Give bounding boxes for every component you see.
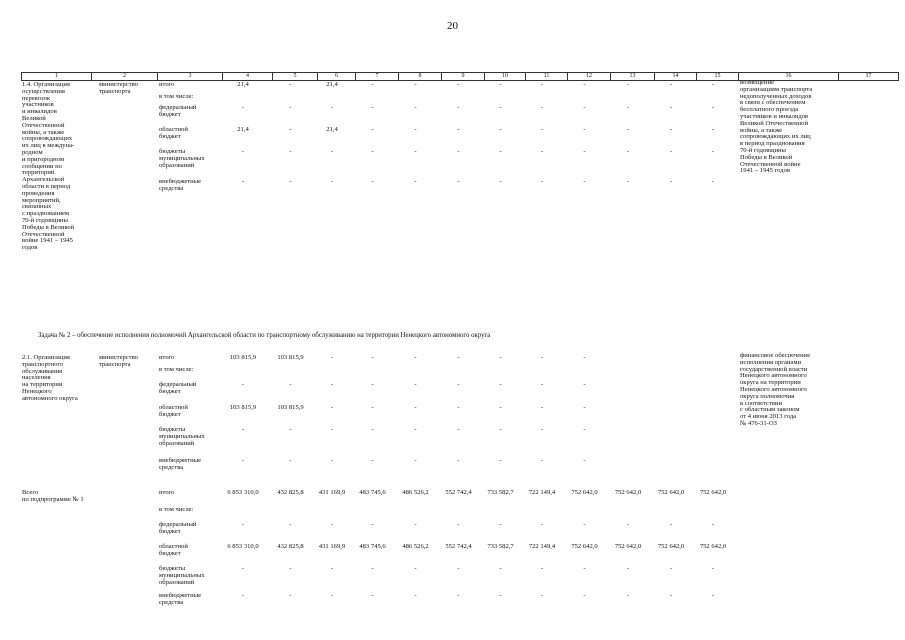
row14-source-regional: областной бюджет [159, 126, 188, 140]
row14-municipal-col-11: - [540, 148, 544, 155]
rowTotal-regional-col-4: 6 853 310,0 [227, 543, 259, 550]
row14-municipal-col-12: - [583, 148, 586, 155]
row21-regional-col-9: - [457, 404, 460, 411]
rowTotal-federal-col-15: - [711, 521, 715, 528]
row21-total-col-12: - [583, 354, 586, 361]
row21-regional-col-7: - [371, 404, 374, 411]
row21-municipal-col-8: - [414, 426, 417, 433]
row14-extra-col-14: - [669, 178, 673, 185]
rowTotal-regional-col-15: 752 642,0 [699, 543, 727, 550]
row14-regional-col-6: 21,4 [326, 126, 338, 133]
rowTotal-total-col-7: 483 745,6 [359, 489, 386, 496]
task-2-heading: Задача № 2 – обеспечение исполнения полномочий Архангельской области по транспортному обслуживанию на территории Ненецкого автономного округа [38, 332, 491, 339]
row21-federal-col-8: - [414, 381, 417, 388]
row14-regional-col-8: - [414, 126, 417, 133]
row14-regional-col-14: - [669, 126, 673, 133]
row14-federal-col-12: - [583, 104, 586, 111]
row14-municipal-col-7: - [371, 148, 374, 155]
row21-regional-col-10: - [499, 404, 502, 411]
row14-total-col-15: - [711, 81, 715, 88]
column-header-1: 1 [21, 73, 91, 80]
rowTotal-municipal-col-14: - [669, 565, 673, 572]
row14-regional-col-7: - [371, 126, 374, 133]
row21-municipal-col-11: - [540, 426, 544, 433]
rowTotal-regional-col-6: 431 169,9 [318, 543, 346, 550]
column-header-6: 6 [317, 73, 355, 80]
row14-total-col-7: - [371, 81, 374, 88]
column-header-15: 15 [696, 73, 738, 80]
row21-regional-col-12: - [583, 404, 586, 411]
rowTotal-total-col-8: 486 526,2 [402, 489, 429, 496]
row14-total-col-13: - [626, 81, 630, 88]
row21-federal-col-7: - [371, 381, 374, 388]
row14-federal-col-4: - [241, 104, 245, 111]
row21-total-col-8: - [414, 354, 417, 361]
column-header-13: 13 [610, 73, 654, 80]
rowTotal-municipal-col-15: - [711, 565, 715, 572]
row14-source-municipal: бюджеты муниципальных образований [159, 148, 205, 169]
row21-total-col-7: - [371, 354, 374, 361]
row21-federal-col-5: - [289, 381, 292, 388]
column-header-12: 12 [567, 73, 610, 80]
rowTotal-municipal-col-10: - [499, 565, 502, 572]
rowTotal-extra-col-11: - [540, 592, 544, 599]
row14-total-col-8: - [414, 81, 417, 88]
rowTotal-municipal-col-13: - [626, 565, 630, 572]
row14-total-col-6: 21,4 [326, 81, 338, 88]
row21-regional-col-8: - [414, 404, 417, 411]
rowTotal-extra-col-10: - [499, 592, 502, 599]
rowTotal-regional-col-13: 752 642,0 [614, 543, 642, 550]
row14-total-col-4: 21,4 [237, 81, 249, 88]
rowTotal-total-col-9: 552 742,4 [445, 489, 472, 496]
rowTotal-municipal-col-6: - [330, 565, 334, 572]
column-header-3: 3 [157, 73, 222, 80]
rowTotal-source-extra: внебюджетные средства [159, 592, 202, 606]
rowTotal-total-col-4: 6 853 310,0 [227, 489, 259, 496]
row21-federal-col-10: - [499, 381, 502, 388]
rowTotal-total-col-10: 733 582,7 [487, 489, 514, 496]
rowTotal-extra-col-14: - [669, 592, 673, 599]
row21-source-total: итого [159, 354, 175, 361]
row14-federal-col-8: - [414, 104, 417, 111]
rowTotal-source-municipal: бюджеты муниципальных образований [159, 565, 205, 586]
row14-extra-col-13: - [626, 178, 630, 185]
row14-federal-col-7: - [371, 104, 374, 111]
row21-total-col-6: - [330, 354, 334, 361]
row14-extra-col-12: - [583, 178, 586, 185]
row14-extra-col-8: - [414, 178, 417, 185]
rowTotal-federal-col-14: - [669, 521, 673, 528]
rowTotal-federal-col-5: - [289, 521, 292, 528]
row14-name: 1.4. Организация осуществления перевозок участников и инвалидов Великой Отечественной войны, а также сопровождающих их лиц в междуна- родном и пригородном сообщении по территории Архангельской области в период проведения мероприятий, связанных с празднованием 70-й годовщины Победы в Великой Отечественной войне 1941 – 1945 годов [22, 81, 75, 252]
row14-executor: министерство транспорта [99, 81, 138, 95]
row21-result: финансовое обеспечение исполнения органами государственной власти Ненецкого автономного округа на территории Ненецкого автономного округа полномочия в соответствии с областным законом от 4 июня 2013 года № 476-31-ОЗ [740, 352, 811, 427]
row14-municipal-col-8: - [414, 148, 417, 155]
rowTotal-extra-col-7: - [371, 592, 374, 599]
row21-municipal-col-9: - [457, 426, 460, 433]
row14-municipal-col-10: - [499, 148, 502, 155]
column-header-11: 11 [525, 73, 567, 80]
row14-federal-col-13: - [626, 104, 630, 111]
rowTotal-source-regional: областной бюджет [159, 543, 188, 557]
row21-source-federal: федеральный бюджет [159, 381, 197, 395]
rowTotal-extra-col-8: - [414, 592, 417, 599]
row21-total-col-10: - [499, 354, 502, 361]
row21-source-regional: областной бюджет [159, 404, 188, 418]
row14-extra-col-15: - [711, 178, 715, 185]
row14-regional-col-13: - [626, 126, 630, 133]
row21-extra-col-8: - [414, 457, 417, 464]
rowTotal-regional-col-8: 486 526,2 [402, 543, 429, 550]
rowTotal-source-including: в том числе: [159, 506, 194, 513]
row14-regional-col-11: - [540, 126, 544, 133]
row14-municipal-col-15: - [711, 148, 715, 155]
row14-extra-col-4: - [241, 178, 245, 185]
row21-extra-col-7: - [371, 457, 374, 464]
row21-regional-col-6: - [330, 404, 334, 411]
column-header-7: 7 [355, 73, 398, 80]
row14-extra-col-10: - [499, 178, 502, 185]
row14-federal-col-9: - [457, 104, 460, 111]
rowTotal-federal-col-11: - [540, 521, 544, 528]
row21-municipal-col-6: - [330, 426, 334, 433]
row14-federal-col-14: - [669, 104, 673, 111]
rowTotal-regional-col-5: 432 825,8 [277, 543, 304, 550]
rowTotal-regional-col-12: 752 642,0 [571, 543, 598, 550]
row14-municipal-col-9: - [457, 148, 460, 155]
row21-municipal-col-12: - [583, 426, 586, 433]
rowTotal-extra-col-6: - [330, 592, 334, 599]
rowTotal-total-col-6: 431 169,9 [318, 489, 346, 496]
rowTotal-federal-col-6: - [330, 521, 334, 528]
rowTotal-extra-col-4: - [241, 592, 245, 599]
column-header-17: 17 [838, 73, 898, 80]
rowTotal-federal-col-10: - [499, 521, 502, 528]
column-header-16: 16 [738, 73, 838, 80]
row14-total-col-5: - [289, 81, 292, 88]
row14-federal-col-10: - [499, 104, 502, 111]
row21-municipal-col-10: - [499, 426, 502, 433]
rowTotal-total-col-13: 752 642,0 [614, 489, 642, 496]
rowTotal-municipal-col-9: - [457, 565, 460, 572]
rowTotal-regional-col-7: 483 745,6 [359, 543, 386, 550]
rowTotal-municipal-col-4: - [241, 565, 245, 572]
rowTotal-federal-col-12: - [583, 521, 586, 528]
rowTotal-extra-col-13: - [626, 592, 630, 599]
row21-total-col-5: 103 815,9 [277, 354, 304, 361]
row14-total-col-12: - [583, 81, 586, 88]
rowTotal-municipal-col-12: - [583, 565, 586, 572]
rowTotal-extra-col-12: - [583, 592, 586, 599]
column-header-5: 5 [272, 73, 317, 80]
rowTotal-regional-col-9: 552 742,4 [445, 543, 472, 550]
rowTotal-federal-col-4: - [241, 521, 245, 528]
row21-extra-col-9: - [457, 457, 460, 464]
row21-regional-col-11: - [540, 404, 544, 411]
rowTotal-municipal-col-7: - [371, 565, 374, 572]
rowTotal-regional-col-10: 733 582,7 [487, 543, 514, 550]
row14-regional-col-9: - [457, 126, 460, 133]
row21-extra-col-12: - [583, 457, 586, 464]
rowTotal-regional-col-11: 722 149,4 [528, 543, 556, 550]
rowTotal-federal-col-13: - [626, 521, 630, 528]
row14-municipal-col-6: - [330, 148, 334, 155]
row21-regional-col-5: 103 815,9 [277, 404, 304, 411]
row21-extra-col-6: - [330, 457, 334, 464]
rowTotal-municipal-col-11: - [540, 565, 544, 572]
row21-name: 2.1. Организация транспортного обслуживания населения на территории Ненецкого автономного округа [22, 354, 78, 402]
row14-source-extra: внебюджетные средства [159, 178, 202, 192]
row21-source-municipal: бюджеты муниципальных образований [159, 426, 205, 447]
rowTotal-source-federal: федеральный бюджет [159, 521, 197, 535]
rowTotal-federal-col-7: - [371, 521, 374, 528]
row14-municipal-col-4: - [241, 148, 245, 155]
page-number: 20 [447, 20, 458, 32]
row14-extra-col-7: - [371, 178, 374, 185]
rowTotal-extra-col-9: - [457, 592, 460, 599]
column-header-14: 14 [654, 73, 696, 80]
row14-extra-col-5: - [289, 178, 292, 185]
rowTotal-federal-col-9: - [457, 521, 460, 528]
row21-extra-col-5: - [289, 457, 292, 464]
row14-federal-col-5: - [289, 104, 292, 111]
row21-federal-col-11: - [540, 381, 544, 388]
row21-municipal-col-5: - [289, 426, 292, 433]
row14-municipal-col-13: - [626, 148, 630, 155]
row14-municipal-col-5: - [289, 148, 292, 155]
rowTotal-source-total: итого [159, 489, 175, 496]
rowTotal-municipal-col-5: - [289, 565, 292, 572]
row14-result: возмещение организациям транспорта недополученных доходов в связи с обеспечением бесплатного проезда участников и инвалидов Великой Отечественной войны, а также сопровождающих их лиц в период празднования 70-й годовщины Победы в Великой Отечественной войне 1941 – 1945 годов [740, 79, 813, 175]
row14-regional-col-4: 21,4 [237, 126, 249, 133]
rowTotal-extra-col-15: - [711, 592, 715, 599]
row14-federal-col-6: - [330, 104, 334, 111]
row14-federal-col-15: - [711, 104, 715, 111]
column-header-9: 9 [441, 73, 484, 80]
column-header-2: 2 [91, 73, 157, 80]
rowTotal-total-col-14: 752 642,0 [657, 489, 685, 496]
column-header-4: 4 [222, 73, 272, 80]
row14-source-federal: федеральный бюджет [159, 104, 197, 118]
row21-federal-col-6: - [330, 381, 334, 388]
rowTotal-total-col-12: 752 642,0 [571, 489, 598, 496]
row21-municipal-col-4: - [241, 426, 245, 433]
row21-source-including: в том числе: [159, 366, 194, 373]
row14-regional-col-5: - [289, 126, 292, 133]
rowTotal-total-col-11: 722 149,4 [528, 489, 556, 496]
rowTotal-name: Всего по подпрограмме № 1 [22, 489, 84, 503]
rowTotal-extra-col-5: - [289, 592, 292, 599]
row21-federal-col-9: - [457, 381, 460, 388]
row14-extra-col-6: - [330, 178, 334, 185]
row21-extra-col-4: - [241, 457, 245, 464]
row14-regional-col-15: - [711, 126, 715, 133]
row14-municipal-col-14: - [669, 148, 673, 155]
row21-source-extra: внебюджетные средства [159, 457, 202, 471]
row14-total-col-9: - [457, 81, 460, 88]
row14-total-col-14: - [669, 81, 673, 88]
row14-regional-col-12: - [583, 126, 586, 133]
column-header-10: 10 [484, 73, 525, 80]
row21-extra-col-10: - [499, 457, 502, 464]
row14-source-total: итого [159, 81, 175, 88]
column-header-8: 8 [398, 73, 441, 80]
rowTotal-total-col-5: 432 825,8 [277, 489, 304, 496]
rowTotal-regional-col-14: 752 642,0 [657, 543, 685, 550]
row14-extra-col-11: - [540, 178, 544, 185]
row21-executor: министерство транспорта [99, 354, 138, 368]
row14-total-col-11: - [540, 81, 544, 88]
row21-regional-col-4: 103 815,9 [229, 404, 257, 411]
row21-federal-col-12: - [583, 381, 586, 388]
row14-source-including: в том числе: [159, 93, 194, 100]
row21-federal-col-4: - [241, 381, 245, 388]
row21-total-col-4: 103 815,9 [229, 354, 257, 361]
row21-municipal-col-7: - [371, 426, 374, 433]
rowTotal-federal-col-8: - [414, 521, 417, 528]
row21-total-col-9: - [457, 354, 460, 361]
row21-extra-col-11: - [540, 457, 544, 464]
row14-total-col-10: - [499, 81, 502, 88]
row21-total-col-11: - [540, 354, 544, 361]
rowTotal-total-col-15: 752 642,0 [699, 489, 727, 496]
row14-regional-col-10: - [499, 126, 502, 133]
row14-federal-col-11: - [540, 104, 544, 111]
row14-extra-col-9: - [457, 178, 460, 185]
rowTotal-municipal-col-8: - [414, 565, 417, 572]
